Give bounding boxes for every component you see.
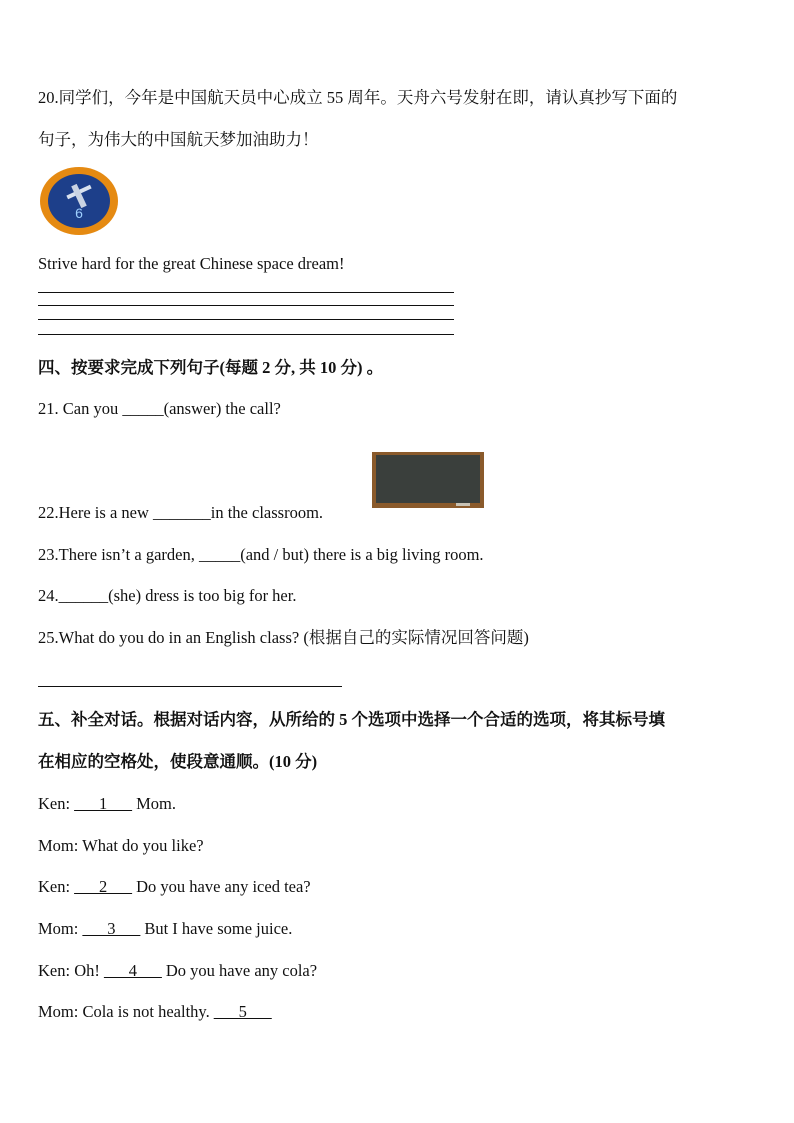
dialog-speaker: Ken: bbox=[38, 961, 71, 980]
q25-text: 25.What do you do in an English class? (根据自己的实际情况回答问题) bbox=[38, 628, 529, 647]
q20-text-line2: 句子，为伟大的中国航天梦加油助力！ bbox=[38, 130, 319, 149]
dialog-line-4 bbox=[38, 919, 292, 939]
dialog-blank-5[interactable]: ___5___ bbox=[213, 1002, 272, 1021]
dialog-text-after: Do you have any iced tea? bbox=[131, 877, 311, 896]
section5-heading-line1: 五、补全对话。根据对话内容，从所给的 5 个选项中选择一个合适的选项，将其标号填 bbox=[38, 710, 665, 729]
q22-text-after: in the classroom. bbox=[210, 503, 324, 522]
dialog-speaker: Ken: bbox=[38, 794, 71, 813]
q23-text-after: (and / but) there is a big living room. bbox=[240, 545, 484, 564]
dialog-line-6 bbox=[38, 1002, 272, 1022]
dialog-line-2 bbox=[38, 836, 204, 856]
svg-text:6: 6 bbox=[75, 205, 83, 221]
q20-text-line1: 20.同学们，今年是中国航天员中心成立 55 周年。天舟六号发射在即，请认真抄写下面的 bbox=[38, 88, 678, 107]
writing-line-2[interactable] bbox=[38, 305, 454, 306]
q24 bbox=[38, 586, 296, 606]
dialog-line-3 bbox=[38, 877, 311, 897]
dialog-blank-2[interactable]: ___2___ bbox=[74, 877, 132, 896]
q23-blank[interactable]: _____ bbox=[198, 545, 241, 564]
dialog-blank-4[interactable]: ___4___ bbox=[104, 961, 162, 980]
q25-answer-line[interactable] bbox=[38, 686, 342, 687]
dialog-text-before: Cola is not healthy. bbox=[78, 1002, 210, 1021]
dialog-speaker: Mom: bbox=[38, 1002, 79, 1021]
dialog-speaker: Mom: bbox=[38, 836, 79, 855]
q23-text-before: 23.There isn’t a garden, bbox=[38, 545, 195, 564]
dialog-blank-3[interactable]: ___3___ bbox=[82, 919, 141, 938]
q21-blank[interactable]: _____ bbox=[122, 399, 164, 418]
writing-line-3[interactable] bbox=[38, 319, 454, 320]
dialog-line-1 bbox=[38, 794, 176, 814]
section5-heading-line2: 在相应的空格处，使段意通顺。(10 分) bbox=[38, 752, 318, 771]
section4-heading: 四、按要求完成下列句子(每题 2 分, 共 10 分) 。 bbox=[38, 358, 384, 377]
q24-text-before: 24. bbox=[38, 586, 59, 605]
dialog-text-after: Do you have any cola? bbox=[161, 961, 318, 980]
q21-text-after: (answer) the call? bbox=[163, 399, 281, 418]
dialog-speaker: Mom: bbox=[38, 919, 79, 938]
copy-sentence: Strive hard for the great Chinese space dream! bbox=[38, 254, 345, 273]
dialog-speaker: Ken: bbox=[38, 877, 71, 896]
dialog-text-before: Oh! bbox=[70, 961, 100, 980]
q22-blank[interactable]: _______ bbox=[153, 503, 211, 522]
q22 bbox=[38, 503, 323, 523]
dialog-line-5 bbox=[38, 961, 317, 981]
q22-text-before: 22.Here is a new bbox=[38, 503, 149, 522]
dialog-text-before: What do you like? bbox=[78, 836, 204, 855]
dialog-blank-1[interactable]: ___1___ bbox=[74, 794, 132, 813]
q21 bbox=[38, 399, 281, 419]
q23 bbox=[38, 545, 484, 565]
dialog-text-after: Mom. bbox=[131, 794, 176, 813]
q24-blank[interactable]: ______ bbox=[58, 586, 109, 605]
space-mission-badge-image bbox=[38, 166, 120, 236]
dialog-text-after: But I have some juice. bbox=[140, 919, 293, 938]
q21-text-before: 21. Can you bbox=[38, 399, 119, 418]
q24-text-after: (she) dress is too big for her. bbox=[108, 586, 297, 605]
writing-line-1[interactable] bbox=[38, 292, 454, 293]
blackboard-image bbox=[372, 452, 484, 508]
writing-line-4[interactable] bbox=[38, 334, 454, 335]
